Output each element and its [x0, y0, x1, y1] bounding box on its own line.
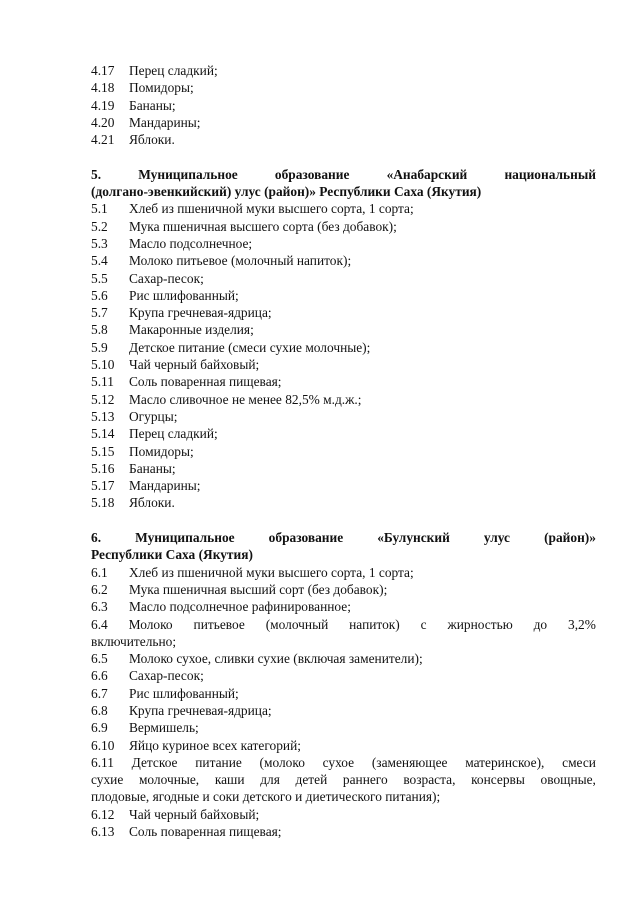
word: смеси — [562, 754, 596, 770]
item-text: Молоко сухое, сливки сухие (включая заменители); — [129, 651, 423, 667]
item-number: 5.11 — [91, 374, 114, 390]
item-text: Сахар-песок; — [129, 668, 204, 684]
list-item — [91, 685, 596, 702]
item-number: 5.3 — [91, 235, 108, 251]
word: возраста, — [403, 772, 456, 788]
word: каши — [214, 772, 245, 788]
word: образование — [274, 166, 350, 182]
word: овощные, — [540, 772, 596, 788]
word: (район)» — [544, 530, 596, 546]
list-item — [91, 339, 596, 356]
list-item — [91, 460, 596, 477]
list-item — [91, 321, 596, 338]
section5-heading-line2: (долгано-эвенкийский) улус (район)» Республики Саха (Якутия) — [91, 184, 482, 200]
item-number: 6.5 — [91, 651, 108, 667]
item-number: 5.6 — [91, 287, 108, 303]
word: детей — [295, 772, 328, 788]
word: питание — [195, 754, 242, 770]
item-number: 5.18 — [91, 495, 115, 511]
item-number: 4.19 — [91, 97, 115, 113]
list-item — [91, 737, 596, 754]
list-item — [91, 408, 596, 425]
word: с — [420, 616, 427, 632]
list-item — [91, 62, 596, 79]
item-text: Рис шлифованный; — [129, 685, 239, 701]
item-text: Яблоки. — [129, 495, 175, 511]
item-text: Вермишель; — [129, 720, 199, 736]
list-item — [91, 270, 596, 287]
item-number: 5.5 — [91, 270, 108, 286]
item-text: Перец сладкий; — [129, 63, 218, 78]
item-number: 6.6 — [91, 668, 108, 684]
word: консервы — [471, 772, 525, 788]
document-page — [91, 62, 596, 840]
item-number: 5.7 — [91, 305, 108, 321]
item-6-11-line1 — [91, 754, 596, 771]
list-section4-tail — [91, 62, 596, 148]
list-item — [91, 373, 596, 390]
item-number: 6.9 — [91, 720, 108, 736]
item-text: Детское питание (смеси сухие молочные); — [129, 339, 371, 355]
item-number: 5.16 — [91, 460, 115, 476]
item-6-4-line1 — [91, 616, 596, 633]
item-text: Хлеб из пшеничной муки высшего сорта, 1 сорта; — [129, 564, 414, 580]
word: 3,2% — [568, 616, 596, 632]
item-number: 6.1 — [91, 564, 108, 580]
word: 6.4 — [91, 616, 108, 632]
section6-list-a — [91, 564, 596, 616]
item-number: 5.4 — [91, 253, 108, 269]
item-text: Чай черный байховый; — [129, 806, 260, 822]
list-item — [91, 650, 596, 667]
item-number: 5.12 — [91, 391, 115, 407]
list-item — [91, 114, 596, 131]
item-text: Мандарины; — [129, 114, 201, 130]
list-item — [91, 79, 596, 96]
word: (молоко — [259, 754, 305, 770]
list-item — [91, 564, 596, 581]
list-item — [91, 356, 596, 373]
item-text: Перец сладкий; — [129, 426, 218, 442]
item-number: 5.10 — [91, 357, 115, 373]
list-item — [91, 443, 596, 460]
item-number: 5.1 — [91, 201, 108, 217]
item-text: Крупа гречневая-ядрица; — [129, 702, 272, 718]
word: до — [533, 616, 548, 632]
item-text: Сахар-песок; — [129, 270, 204, 286]
item-text: Мандарины; — [129, 478, 201, 494]
item-text: Помидоры; — [129, 443, 194, 459]
item-text: Помидоры; — [129, 80, 194, 96]
list-item — [91, 598, 596, 615]
item-number: 6.13 — [91, 824, 115, 840]
word: сухие — [91, 772, 124, 788]
list-item — [91, 235, 596, 252]
list-item — [91, 391, 596, 408]
section6-list-b — [91, 650, 596, 754]
list-item — [91, 702, 596, 719]
word: «Булунский — [377, 530, 450, 546]
item-text: Чай черный байховый; — [129, 357, 260, 373]
word: молочные, — [138, 772, 200, 788]
spacer — [91, 512, 596, 529]
item-number: 6.12 — [91, 806, 115, 822]
word: раннего — [342, 772, 388, 788]
item-number: 6.2 — [91, 581, 108, 597]
section6-heading-line1 — [91, 529, 596, 546]
word: «Анабарский — [386, 166, 468, 182]
section6-heading-line2: Республики Саха (Якутия) — [91, 547, 253, 563]
item-6-11-line2 — [91, 771, 596, 788]
item-text: Молоко питьевое (молочный напиток); — [129, 253, 352, 269]
item-text: Соль поваренная пищевая; — [129, 824, 282, 840]
item-number: 6.3 — [91, 599, 108, 615]
item-number: 5.14 — [91, 426, 115, 442]
item-number: 4.17 — [91, 63, 115, 78]
word: питьевое — [193, 616, 245, 632]
item-number: 6.8 — [91, 702, 108, 718]
list-item — [91, 806, 596, 823]
item-text: Масло подсолнечное; — [129, 235, 253, 251]
list-item — [91, 719, 596, 736]
word: Муниципальное — [138, 166, 238, 182]
list-item — [91, 823, 596, 840]
item-text: Мука пшеничная высшего сорта (без добавок); — [129, 218, 397, 234]
word: Молоко — [128, 616, 173, 632]
spacer — [91, 148, 596, 165]
item-text: Крупа гречневая-ядрица; — [129, 305, 272, 321]
list-item — [91, 252, 596, 269]
item-text: Яблоки. — [129, 132, 175, 148]
word: жирностью — [447, 616, 513, 632]
list-item — [91, 425, 596, 442]
word: (заменяющее — [371, 754, 448, 770]
word: национальный — [504, 166, 596, 182]
item-text: Бананы; — [129, 97, 176, 113]
item-number: 5.15 — [91, 443, 115, 459]
list-item — [91, 131, 596, 148]
item-number: 5.17 — [91, 478, 115, 494]
item-text: Макаронные изделия; — [129, 322, 254, 338]
list-item — [91, 494, 596, 511]
section6-list-c — [91, 806, 596, 841]
item-text: Мука пшеничная высший сорт (без добавок); — [129, 581, 388, 597]
item-number: 4.20 — [91, 114, 115, 130]
item-number: 5.2 — [91, 218, 108, 234]
list-item — [91, 304, 596, 321]
list-item — [91, 667, 596, 684]
item-text: Рис шлифованный; — [129, 287, 239, 303]
word: сухое — [322, 754, 355, 770]
item-text: Хлеб из пшеничной муки высшего сорта, 1 сорта; — [129, 201, 414, 217]
item-text: Огурцы; — [129, 408, 178, 424]
word: улус — [483, 530, 510, 546]
item-text: Бананы; — [129, 460, 176, 476]
word: 6. — [91, 530, 102, 546]
word: для — [260, 772, 280, 788]
word: Муниципальное — [135, 530, 235, 546]
word: образование — [268, 530, 344, 546]
section5-heading-line1 — [91, 166, 596, 183]
item-6-4-line2: включительно; — [91, 633, 177, 649]
word: напиток) — [349, 616, 400, 632]
item-text: Масло подсолнечное рафинированное; — [129, 599, 351, 615]
list-item — [91, 218, 596, 235]
word: Детское — [131, 754, 178, 770]
item-number: 5.13 — [91, 408, 115, 424]
item-number: 6.10 — [91, 737, 115, 753]
word: (молочный — [265, 616, 329, 632]
item-number: 5.9 — [91, 339, 108, 355]
item-number: 4.18 — [91, 80, 115, 96]
section5-list — [91, 200, 596, 511]
item-text: Яйцо куриное всех категорий; — [129, 737, 301, 753]
word: 5. — [91, 166, 102, 182]
list-item — [91, 97, 596, 114]
word: 6.11 — [91, 754, 114, 770]
list-item — [91, 200, 596, 217]
item-6-11-line3: плодовые, ягодные и соки детского и диетического питания); — [91, 789, 441, 805]
list-item — [91, 581, 596, 598]
item-number: 6.7 — [91, 685, 108, 701]
word: материнское), — [465, 754, 545, 770]
item-text: Масло сливочное не менее 82,5% м.д.ж.; — [129, 391, 362, 407]
item-number: 5.8 — [91, 322, 108, 338]
item-text: Соль поваренная пищевая; — [129, 374, 282, 390]
list-item — [91, 287, 596, 304]
item-number: 4.21 — [91, 132, 115, 148]
list-item — [91, 477, 596, 494]
